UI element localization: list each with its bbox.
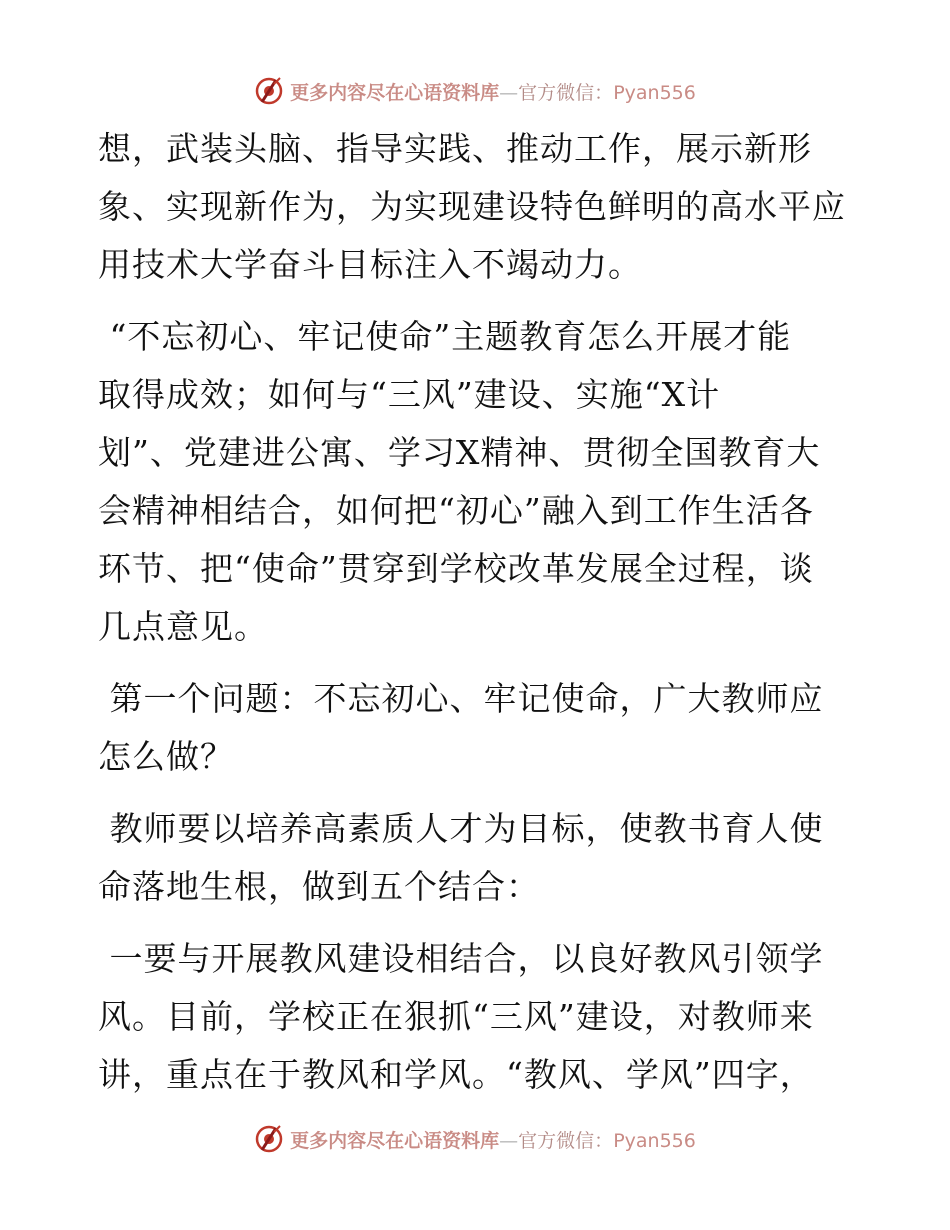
footer-brand: 更多内容尽在心语资料库 [290, 1129, 500, 1152]
document-body [98, 120, 858, 1118]
header-dash: — [499, 81, 519, 104]
header-banner [0, 74, 950, 108]
footer-text [290, 1126, 696, 1153]
paragraph: 第一个问题：不忘初心、牢记使命，广大教师应 怎么做？ [98, 679, 824, 776]
brand-logo-icon [254, 1124, 284, 1154]
paragraph: 一要与开展教风建设相结合，以良好教风引领学 风。目前，学校正在狠抓“三风”建设，对教师来 讲，重点在于教风和学风。“教风、学风”四字， [98, 939, 824, 1094]
footer-id: Pyan556 [613, 1129, 696, 1152]
paragraph: “不忘初心、牢记使命”主题教育怎么开展才能 取得成效；如何与“三风”建设、实施“X计 划”、党建进公寓、学习X精神、贯彻全国教育大 会精神相结合，如何把“初心”融入到工作生活各 环节、把“使命”贯穿到学校改革发展全过程，谈 几点意见。 [98, 317, 821, 646]
footer-banner [0, 1122, 950, 1156]
header-brand: 更多内容尽在心语资料库 [290, 81, 500, 104]
brand-logo-icon [254, 76, 284, 106]
paragraph: 想，武装头脑、指导实践、推动工作，展示新形 象、实现新作为，为实现建设特色鲜明的高水平应 用技术大学奋斗目标注入不竭动力。 [98, 129, 846, 284]
header-id: Pyan556 [613, 81, 696, 104]
footer-dash: — [499, 1129, 519, 1152]
header-text [290, 78, 696, 105]
header-sub: 官方微信： [518, 81, 614, 104]
paragraph: 教师要以培养高素质人才为目标，使教书育人使 命落地生根，做到五个结合： [98, 809, 824, 906]
footer-sub: 官方微信： [518, 1129, 614, 1152]
